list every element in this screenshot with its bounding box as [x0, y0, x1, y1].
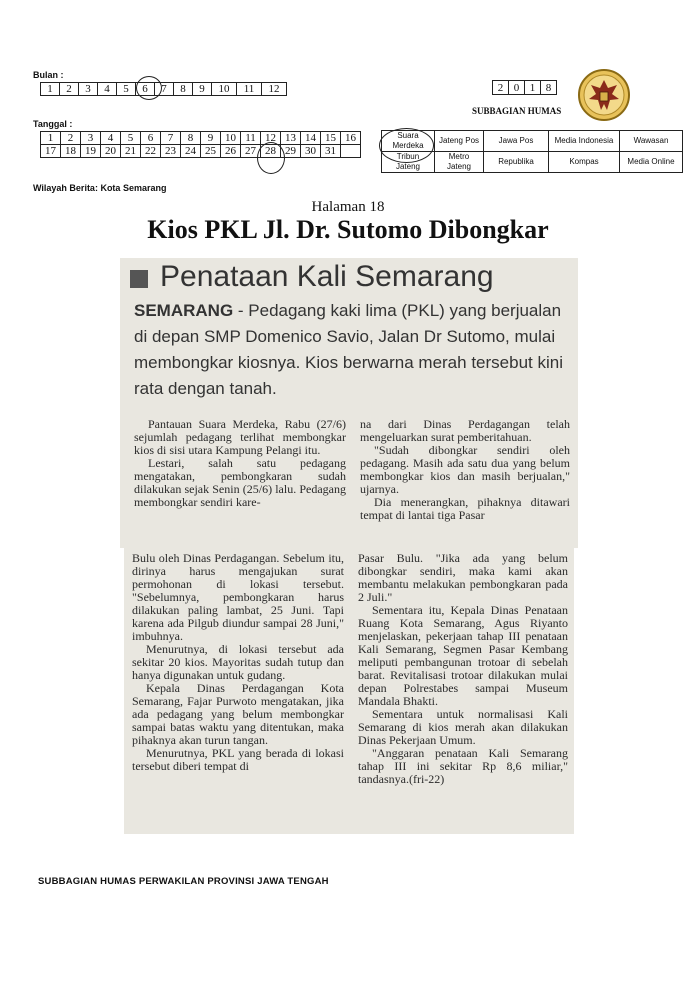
media-cell: Tribun Jateng: [382, 152, 435, 173]
grid-cell: 28: [261, 145, 281, 158]
paragraph: Sementara itu, Kepala Dinas Penataan Ruang Kota Semarang, Agus Riyanto menjelaskan, pekerjaan tahap III penataan Kali Semarang, Segmen Pasar Kembang meliputi pembangunan trotoar di sebelah barat. Revitalisasi trotoar dilakukan mulai depan Polrestabes sampai Museum Mandala Bhakti.: [358, 603, 568, 708]
grid-cell: 4: [101, 132, 121, 145]
bulan-label: Bulan :: [33, 70, 64, 80]
grid-cell: 30: [301, 145, 321, 158]
date-grid: [40, 131, 361, 158]
grid-cell: 8: [181, 132, 201, 145]
media-cell: Wawasan: [620, 131, 683, 152]
year-digit: 1: [525, 81, 541, 95]
media-cell: Media Online: [620, 152, 683, 173]
grid-cell: 1: [41, 83, 60, 96]
grid-cell: 31: [321, 145, 341, 158]
grid-cell: 7: [155, 83, 174, 96]
grid-cell: 5: [117, 83, 136, 96]
media-cell: Media Indonesia: [549, 131, 620, 152]
grid-cell: 3: [81, 132, 101, 145]
grid-cell: 13: [281, 132, 301, 145]
paragraph: Menurutnya, PKL yang berada di lokasi tersebut diberi tempat di: [132, 746, 344, 773]
paragraph: Pasar Bulu. "Jika ada yang belum dibongkar sendiri, maka kami akan membantu melakukan pembongkaran pada 2 Juli.": [358, 551, 568, 604]
grid-cell: 1: [41, 132, 61, 145]
grid-cell: 19: [81, 145, 101, 158]
month-grid: [40, 82, 287, 96]
paragraph: Bulu oleh Dinas Perdagangan. Sebelum itu, dirinya harus mengajukan surat permohonan di lokasi tersebut. "Sebelumnya, pembongkaran harus dilakukan paling lambat, 25 Juni. Tapi karena ada Pilgub diundur sampai 28 Juni," imbuhnya.: [132, 551, 344, 643]
subbagian-humas: SUBBAGIAN HUMAS: [472, 106, 562, 116]
grid-cell: 17: [41, 145, 61, 158]
grid-cell: 14: [301, 132, 321, 145]
grid-cell: 12: [261, 132, 281, 145]
wilayah-berita: Wilayah Berita: Kota Semarang: [33, 183, 167, 193]
media-cell: Metro Jateng: [435, 152, 484, 173]
grid-cell: 29: [281, 145, 301, 158]
paragraph: Dia menerangkan, pihaknya ditawari tempat di lantai tiga Pasar: [360, 495, 570, 522]
grid-cell: 11: [241, 132, 261, 145]
top-right-column: [360, 418, 570, 522]
media-cell: Suara Merdeka: [382, 131, 435, 152]
article-title: Kios PKL Jl. Dr. Sutomo Dibongkar: [147, 215, 549, 244]
grid-cell: 2: [60, 83, 79, 96]
media-cell: Kompas: [549, 152, 620, 173]
garuda-emblem-logo: [577, 68, 631, 122]
paragraph: na dari Dinas Perdagangan telah mengeluarkan surat pemberitahuan.: [360, 417, 570, 444]
grid-cell: 7: [161, 132, 181, 145]
grid-cell: [341, 145, 361, 158]
grid-cell: 6: [136, 83, 155, 96]
news-clipping-top: [120, 258, 578, 548]
media-cell: Jawa Pos: [484, 131, 549, 152]
paragraph: Lestari, salah satu pedagang mengatakan, pembongkaran sudah dilakukan sejak Senin (25/6) lalu. Pedagang membongkar sendiri kare-: [134, 456, 346, 509]
month-selection-circle: [136, 76, 162, 100]
grid-cell: 5: [121, 132, 141, 145]
paragraph: "Sudah dibongkar sendiri oleh pedagang. Masih ada satu dua yang belum membongkar kios dan masih berjualan," ujarnya.: [360, 443, 570, 496]
media-cell: Jateng Pos: [435, 131, 484, 152]
halaman-label: Halaman 18: [311, 199, 385, 215]
media-cell: Republika: [484, 152, 549, 173]
news-clipping-bottom: [124, 546, 574, 834]
bottom-left-column: [132, 552, 344, 773]
grid-cell: 11: [237, 83, 262, 96]
grid-cell: 18: [61, 145, 81, 158]
grid-cell: 9: [201, 132, 221, 145]
grid-cell: 8: [174, 83, 193, 96]
year-digit: 0: [509, 81, 525, 95]
grid-cell: 23: [161, 145, 181, 158]
lead-text: - Pedagang kaki lima (PKL) yang berjualan di depan SMP Domenico Savio, Jalan Dr Sutomo, mulai membongkar kiosnya. Kios berwarna merah tersebut kini rata dengan tanah.: [134, 301, 563, 398]
clipping-lead: [134, 298, 566, 402]
lead-dateline: SEMARANG: [134, 301, 234, 320]
grid-cell: 15: [321, 132, 341, 145]
grid-cell: 16: [341, 132, 361, 145]
grid-cell: 10: [221, 132, 241, 145]
year-digit: 8: [541, 81, 557, 95]
bottom-right-column: [358, 552, 568, 786]
top-left-column: [134, 418, 346, 509]
grid-cell: 12: [262, 83, 287, 96]
grid-cell: 3: [79, 83, 98, 96]
paragraph: Pantauan Suara Merdeka, Rabu (27/6) sejumlah pedagang terlihat membongkar kios di sisi utara Kampung Pelangi itu.: [134, 417, 346, 457]
year-digit: 2: [493, 81, 509, 95]
grid-cell: 6: [141, 132, 161, 145]
footer: SUBBAGIAN HUMAS PERWAKILAN PROVINSI JAWA TENGAH: [38, 876, 329, 887]
grid-cell: 4: [98, 83, 117, 96]
clipping-headline: Penataan Kali Semarang: [160, 260, 494, 293]
year-box: [492, 80, 557, 95]
grid-cell: 25: [201, 145, 221, 158]
grid-cell: 21: [121, 145, 141, 158]
grid-cell: 9: [193, 83, 212, 96]
headline-marker: [130, 270, 148, 288]
grid-cell: 27: [241, 145, 261, 158]
grid-cell: 24: [181, 145, 201, 158]
grid-cell: 26: [221, 145, 241, 158]
grid-cell: 10: [212, 83, 237, 96]
paragraph: Sementara untuk normalisasi Kali Semarang di kios merah akan dilakukan Dinas Pekerjaan Umum.: [358, 707, 568, 747]
grid-cell: 22: [141, 145, 161, 158]
paragraph: "Anggaran penataan Kali Semarang tahap III ini sekitar Rp 8,6 miliar," tandasnya.(fri-22): [358, 746, 568, 786]
grid-cell: 20: [101, 145, 121, 158]
grid-cell: 2: [61, 132, 81, 145]
paragraph: Kepala Dinas Perdagangan Kota Semarang, Fajar Purwoto mengatakan, jika ada pedagang yang belum membongkar sampai batas waktu yang ditentukan, maka pihaknya akan turun tangan.: [132, 681, 344, 747]
tanggal-label: Tanggal :: [33, 119, 73, 129]
media-selection-circle: [379, 128, 434, 163]
paragraph: Menurutnya, di lokasi tersebut ada sekitar 20 kios. Mayoritas sudah tutup dan hanya digunakan untuk gudang.: [132, 642, 344, 682]
date-selection-circle: [257, 142, 285, 174]
